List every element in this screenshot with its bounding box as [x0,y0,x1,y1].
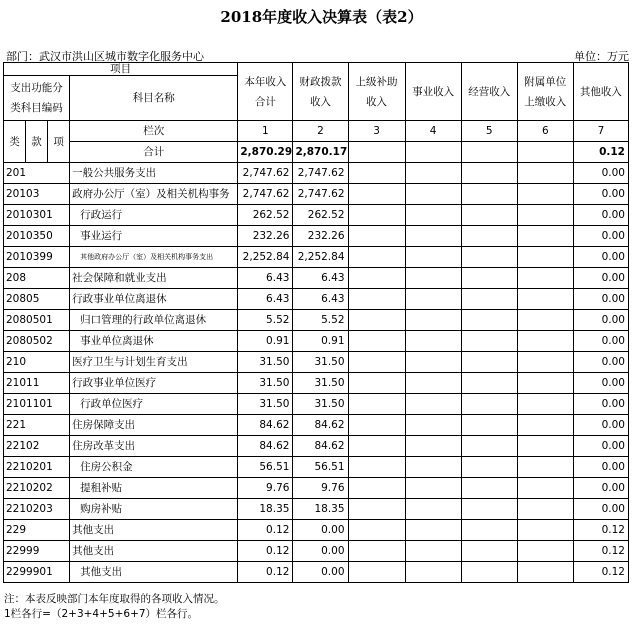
table-row [4,184,629,205]
row-value-7: 0.00 [573,436,628,457]
row-value-6 [517,415,573,436]
row-value-4 [405,520,461,541]
header-col-7: 其他收入 [573,63,628,121]
row-value-1: 31.50 [238,352,293,373]
table-row [4,541,629,562]
col-number-3: 3 [348,121,405,142]
row-subject-name: 其他支出 [70,541,238,562]
row-value-3 [348,394,405,415]
row-value-1: 18.35 [238,499,293,520]
revenue-table [3,62,629,583]
row-code: 22102 [4,436,70,457]
total-value-5 [461,142,517,163]
row-value-6 [517,289,573,310]
row-value-6 [517,247,573,268]
row-value-3 [348,478,405,499]
header-code-group: 支出功能分类科目编码 [4,76,70,121]
row-value-5 [461,205,517,226]
row-value-1: 9.76 [238,478,293,499]
row-code: 2010350 [4,226,70,247]
row-value-7: 0.00 [573,310,628,331]
total-value-4 [405,142,461,163]
row-value-2: 2,747.62 [293,163,348,184]
row-subject-name: 行政单位医疗 [70,394,238,415]
row-value-7: 0.00 [573,226,628,247]
total-value-1: 2,870.29 [238,142,293,163]
row-value-5 [461,331,517,352]
row-value-1: 232.26 [238,226,293,247]
header-col-1: 本年收入合计 [238,63,293,121]
row-value-5 [461,310,517,331]
table-row [4,436,629,457]
row-subject-name: 政府办公厅（室）及相关机构事务 [70,184,238,205]
row-value-4 [405,541,461,562]
col-number-6: 6 [517,121,573,142]
row-value-1: 31.50 [238,394,293,415]
row-value-7: 0.00 [573,268,628,289]
row-value-3 [348,184,405,205]
row-code: 2080501 [4,310,70,331]
table-row [4,415,629,436]
row-value-1: 2,747.62 [238,163,293,184]
row-code: 208 [4,268,70,289]
row-value-1: 84.62 [238,436,293,457]
row-value-7: 0.00 [573,352,628,373]
row-value-2: 0.00 [293,541,348,562]
row-code: 2210202 [4,478,70,499]
row-value-6 [517,184,573,205]
header-col-6: 附属单位上缴收入 [517,63,573,121]
row-value-3 [348,205,405,226]
total-label: 合计 [70,142,238,163]
row-value-6 [517,310,573,331]
row-value-4 [405,331,461,352]
row-value-4 [405,415,461,436]
row-value-3 [348,268,405,289]
row-value-7: 0.12 [573,562,628,583]
row-value-6 [517,163,573,184]
row-subject-name: 住房公积金 [70,457,238,478]
row-value-5 [461,541,517,562]
row-value-2: 0.00 [293,562,348,583]
header-col-2: 财政拨款收入 [293,63,348,121]
table-row [4,562,629,583]
row-value-3 [348,436,405,457]
header-col-5: 经营收入 [461,63,517,121]
total-value-6 [517,142,573,163]
department-label: 部门：武汉市洪山区城市数字化服务中心 [6,50,204,63]
row-subject-name: 住房保障支出 [70,415,238,436]
row-value-5 [461,247,517,268]
row-value-2: 5.52 [293,310,348,331]
row-value-5 [461,352,517,373]
row-value-7: 0.00 [573,394,628,415]
row-value-4 [405,478,461,499]
row-value-5 [461,394,517,415]
row-value-1: 0.91 [238,331,293,352]
row-value-2: 2,252.84 [293,247,348,268]
row-value-5 [461,499,517,520]
row-value-3 [348,331,405,352]
row-value-7: 0.00 [573,373,628,394]
row-value-2: 31.50 [293,352,348,373]
row-value-2: 31.50 [293,373,348,394]
header-xiangmu: 项目 [4,63,238,76]
row-value-1: 6.43 [238,268,293,289]
row-subject-name: 其他支出 [70,520,238,541]
row-value-7: 0.00 [573,457,628,478]
row-value-2: 84.62 [293,415,348,436]
row-value-5 [461,478,517,499]
row-value-6 [517,436,573,457]
header-xiang: 项 [48,121,70,163]
row-value-3 [348,289,405,310]
table-row [4,457,629,478]
row-value-1: 31.50 [238,373,293,394]
row-value-1: 2,252.84 [238,247,293,268]
row-value-4 [405,457,461,478]
row-value-4 [405,205,461,226]
row-value-2: 0.00 [293,520,348,541]
row-value-6 [517,457,573,478]
row-code: 221 [4,415,70,436]
row-value-7: 0.00 [573,478,628,499]
row-value-3 [348,415,405,436]
row-value-6 [517,499,573,520]
row-subject-name: 住房改革支出 [70,436,238,457]
row-value-5 [461,457,517,478]
row-value-1: 0.12 [238,541,293,562]
table-row [4,247,629,268]
header-lanci: 栏次 [70,121,238,142]
row-value-6 [517,352,573,373]
row-code: 201 [4,163,70,184]
row-value-7: 0.12 [573,520,628,541]
row-value-2: 31.50 [293,394,348,415]
total-row [4,142,629,163]
row-value-2: 6.43 [293,289,348,310]
row-subject-name: 其他政府办公厅（室）及相关机构事务支出 [70,247,238,268]
col-number-1: 1 [238,121,293,142]
row-value-3 [348,247,405,268]
row-value-3 [348,499,405,520]
row-subject-name: 购房补贴 [70,499,238,520]
row-subject-name: 事业单位离退休 [70,331,238,352]
row-value-1: 5.52 [238,310,293,331]
table-row [4,268,629,289]
row-value-7: 0.00 [573,247,628,268]
row-value-4 [405,163,461,184]
row-value-3 [348,373,405,394]
row-value-7: 0.12 [573,541,628,562]
report-title: 2018年度收入决算表（表2） [220,8,423,26]
row-code: 210 [4,352,70,373]
row-value-1: 84.62 [238,415,293,436]
row-value-1: 0.12 [238,520,293,541]
row-subject-name: 一般公共服务支出 [70,163,238,184]
row-value-5 [461,289,517,310]
col-number-5: 5 [461,121,517,142]
unit-label: 单位：万元 [574,50,629,63]
row-value-1: 2,747.62 [238,184,293,205]
header-col-3: 上级补助收入 [348,63,405,121]
row-value-1: 262.52 [238,205,293,226]
table-row [4,373,629,394]
table-row [4,520,629,541]
row-subject-name: 提租补贴 [70,478,238,499]
row-code: 2210203 [4,499,70,520]
row-value-5 [461,415,517,436]
table-row [4,478,629,499]
row-value-4 [405,289,461,310]
table-row [4,499,629,520]
row-value-4 [405,499,461,520]
row-subject-name: 行政事业单位医疗 [70,373,238,394]
row-subject-name: 社会保障和就业支出 [70,268,238,289]
row-value-1: 56.51 [238,457,293,478]
row-value-4 [405,310,461,331]
row-code: 2080502 [4,331,70,352]
row-value-2: 2,747.62 [293,184,348,205]
footnote-1: 注：本表反映部门本年度取得的各项收入情况。 [4,593,225,605]
row-value-1: 6.43 [238,289,293,310]
row-value-6 [517,268,573,289]
row-value-6 [517,478,573,499]
row-value-5 [461,373,517,394]
row-value-2: 18.35 [293,499,348,520]
row-value-3 [348,457,405,478]
col-number-2: 2 [293,121,348,142]
row-value-3 [348,163,405,184]
table-row [4,163,629,184]
header-kuan: 款 [26,121,48,163]
table-row [4,310,629,331]
row-subject-name: 行政事业单位离退休 [70,289,238,310]
row-value-6 [517,205,573,226]
row-value-6 [517,331,573,352]
row-value-7: 0.00 [573,499,628,520]
row-value-2: 0.91 [293,331,348,352]
row-subject-name: 其他支出 [70,562,238,583]
row-value-6 [517,541,573,562]
row-subject-name: 事业运行 [70,226,238,247]
row-value-4 [405,226,461,247]
row-value-1: 0.12 [238,562,293,583]
row-value-7: 0.00 [573,331,628,352]
total-value-7: 0.12 [573,142,628,163]
row-value-5 [461,268,517,289]
row-value-3 [348,541,405,562]
row-value-3 [348,562,405,583]
table-row [4,394,629,415]
row-value-4 [405,436,461,457]
row-code: 22999 [4,541,70,562]
row-value-5 [461,226,517,247]
row-value-7: 0.00 [573,184,628,205]
row-subject-name: 医疗卫生与计划生育支出 [70,352,238,373]
row-subject-name: 归口管理的行政单位离退休 [70,310,238,331]
row-value-3 [348,352,405,373]
total-value-3 [348,142,405,163]
table-row [4,352,629,373]
row-value-6 [517,373,573,394]
row-value-6 [517,394,573,415]
row-value-4 [405,562,461,583]
row-value-6 [517,520,573,541]
footnote-2: 1栏各行=（2+3+4+5+6+7）栏各行。 [4,608,199,620]
header-col-4: 事业收入 [405,63,461,121]
row-value-2: 6.43 [293,268,348,289]
table-row [4,289,629,310]
row-value-2: 84.62 [293,436,348,457]
row-value-5 [461,562,517,583]
row-value-3 [348,310,405,331]
header-row-4 [4,121,629,142]
row-code: 20805 [4,289,70,310]
row-value-7: 0.00 [573,415,628,436]
row-code: 2210201 [4,457,70,478]
row-value-7: 0.00 [573,205,628,226]
row-value-5 [461,163,517,184]
header-subject-name: 科目名称 [70,76,238,121]
row-code: 2010399 [4,247,70,268]
row-code: 2299901 [4,562,70,583]
row-value-6 [517,562,573,583]
table-row [4,205,629,226]
col-number-7: 7 [573,121,628,142]
row-value-7: 0.00 [573,163,628,184]
row-value-5 [461,436,517,457]
row-code: 21011 [4,373,70,394]
row-value-3 [348,226,405,247]
row-value-5 [461,520,517,541]
row-subject-name: 行政运行 [70,205,238,226]
row-value-2: 9.76 [293,478,348,499]
row-value-2: 232.26 [293,226,348,247]
row-value-7: 0.00 [573,289,628,310]
row-value-2: 262.52 [293,205,348,226]
row-value-4 [405,352,461,373]
header-lei: 类 [4,121,26,163]
row-value-4 [405,268,461,289]
row-code: 2010301 [4,205,70,226]
row-value-4 [405,373,461,394]
row-code: 2101101 [4,394,70,415]
row-value-5 [461,184,517,205]
row-value-3 [348,520,405,541]
row-value-4 [405,394,461,415]
table-row [4,226,629,247]
row-code: 20103 [4,184,70,205]
row-value-4 [405,184,461,205]
row-value-4 [405,247,461,268]
row-value-6 [517,226,573,247]
col-number-4: 4 [405,121,461,142]
table-row [4,331,629,352]
header-row-1 [4,63,629,76]
row-value-2: 56.51 [293,457,348,478]
row-code: 229 [4,520,70,541]
total-value-2: 2,870.17 [293,142,348,163]
